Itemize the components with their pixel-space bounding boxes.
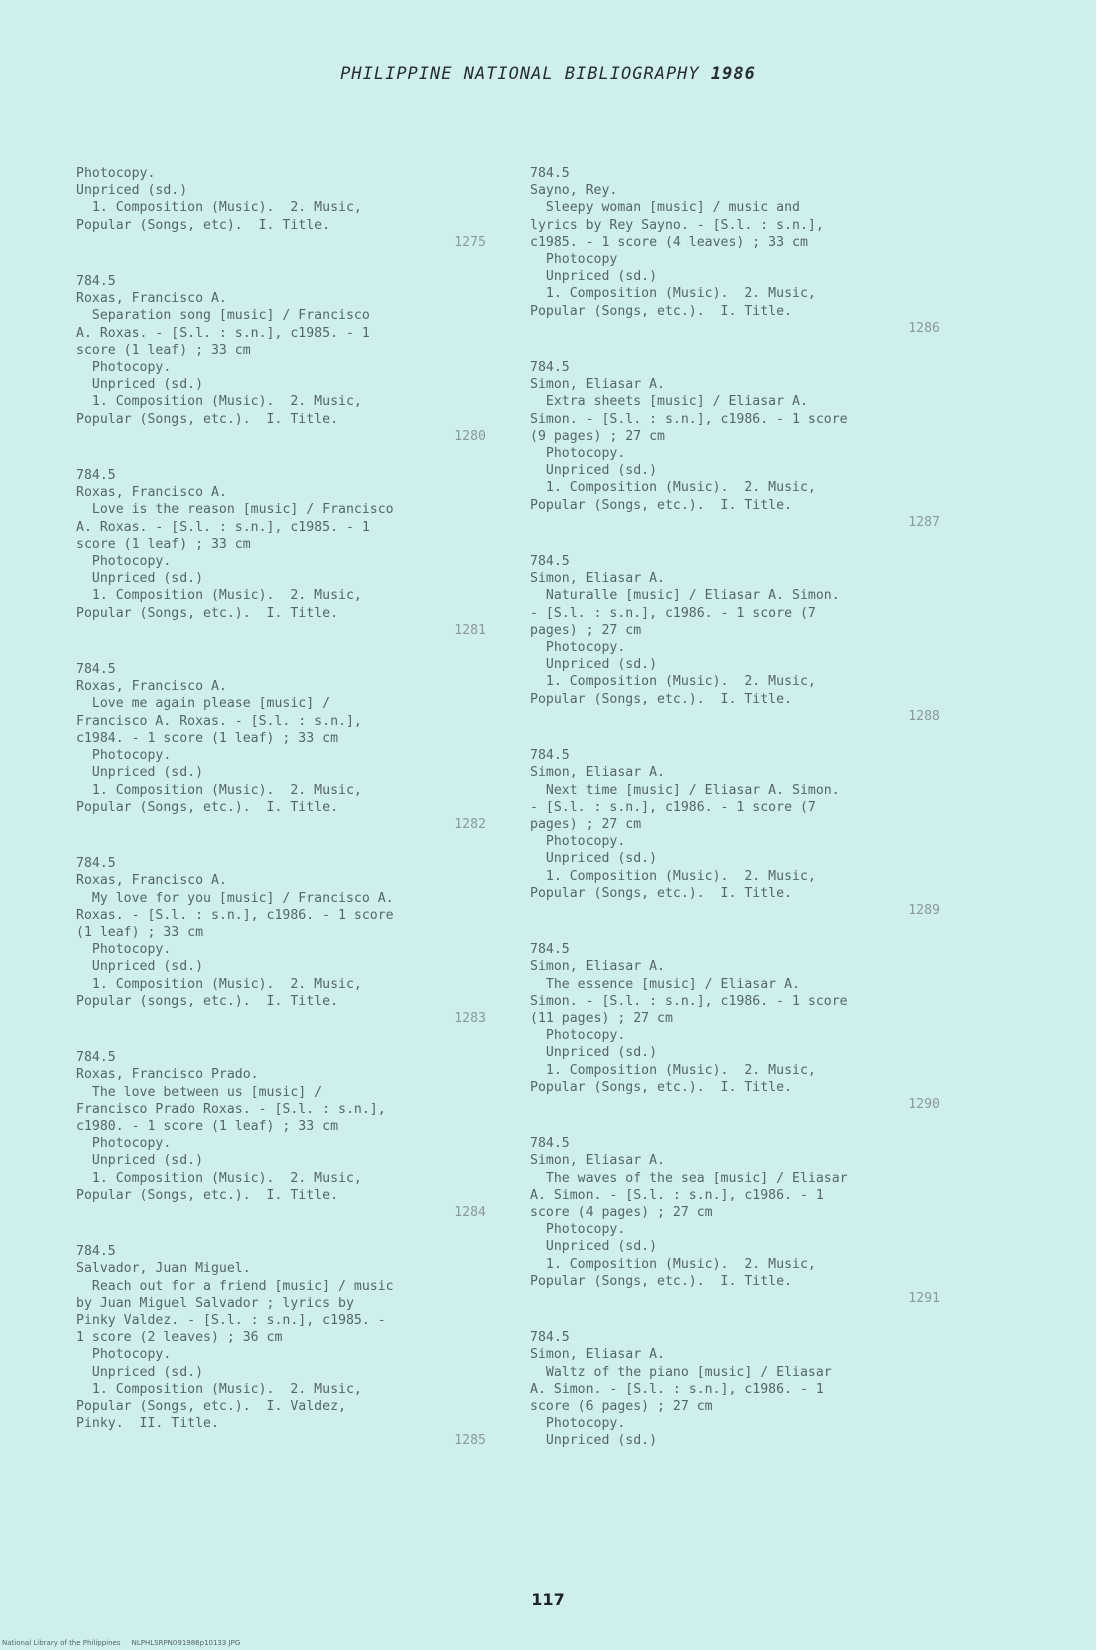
entry-line: The love between us [music] / — [76, 1084, 323, 1100]
bibliography-entry — [530, 747, 950, 919]
entry-line: 784.5 — [530, 1330, 570, 1346]
entry-line: Pinky Valdez. - [S.l. : s.n.], c1985. - — [76, 1312, 386, 1328]
entry-line: (11 pages) ; 27 cm — [530, 1010, 673, 1026]
entry-line: score (4 pages) ; 27 cm — [530, 1204, 713, 1220]
bibliography-entry — [76, 467, 496, 639]
entry-line: Photocopy. — [530, 640, 626, 656]
entry-line: 1 score (2 leaves) ; 36 cm — [76, 1330, 283, 1346]
entry-line: Photocopy. — [76, 942, 172, 958]
entry-line: Unpriced (sd.) — [76, 1364, 204, 1380]
entry-line: Photocopy. — [76, 166, 156, 181]
entry-line: c1984. - 1 score (1 leaf) ; 33 cm — [76, 730, 339, 746]
entry-line: Francisco A. Roxas. - [S.l. : s.n.], — [76, 713, 362, 729]
entry-number: 1281 — [454, 622, 486, 638]
left-column — [76, 165, 496, 1472]
header-title: PHILIPPINE NATIONAL BIBLIOGRAPHY — [340, 64, 700, 84]
entry-line: Popular (Songs, etc). I. Title. — [76, 217, 331, 233]
entry-number: 1280 — [454, 428, 486, 444]
entry-line: Popular (Songs, etc.). I. Title. — [530, 1079, 793, 1095]
entry-line: Popular (Songs, etc.). I. Title. — [76, 1187, 339, 1203]
bibliography-entry — [76, 165, 496, 251]
entry-number: 1288 — [908, 708, 940, 724]
entry-line: - [S.l. : s.n.], c1986. - 1 score (7 — [530, 799, 816, 815]
entry-line: Roxas, Francisco A. — [76, 873, 227, 889]
entry-line: - [S.l. : s.n.], c1986. - 1 score (7 — [530, 605, 816, 621]
entry-line: score (6 pages) ; 27 cm — [530, 1399, 713, 1414]
entry-line: Popular (Songs, etc.). I. Title. — [530, 885, 793, 901]
entry-line: Popular (Songs, etc.). I. Title. — [76, 799, 339, 815]
entry-line: Unpriced (sd.) — [76, 183, 188, 199]
scan-footer: National Library of the Philippines NLPHLSRPN091986p10133 JPG — [2, 1639, 241, 1647]
entry-line: Popular (Songs, etc.). I. Title. — [530, 497, 793, 513]
entry-line: Photocopy. — [530, 834, 626, 850]
entry-line: by Juan Miguel Salvador ; lyrics by — [76, 1295, 354, 1311]
entry-line: Unpriced (sd.) — [76, 1153, 204, 1169]
entry-line: Unpriced (sd.) — [530, 463, 658, 479]
entry-line: Photocopy. — [76, 1136, 172, 1152]
bibliography-entry — [530, 165, 950, 337]
entry-line: 1. Composition (Music). 2. Music, — [530, 1256, 816, 1272]
entry-line: 784.5 — [530, 1136, 570, 1152]
right-column — [530, 165, 950, 1472]
entry-line: Love me again please [music] / — [76, 696, 331, 712]
entry-line: Popular (songs, etc.). I. Title. — [76, 993, 339, 1009]
entry-line: My love for you [music] / Francisco A. — [76, 890, 394, 906]
entry-line: Roxas, Francisco A. — [76, 485, 227, 501]
entry-line: Simon, Eliasar A. — [530, 959, 665, 975]
entry-line: 1. Composition (Music). 2. Music, — [76, 394, 362, 410]
entry-number: 1284 — [454, 1204, 486, 1220]
entry-line: Roxas. - [S.l. : s.n.], c1986. - 1 score — [76, 907, 394, 923]
entry-line: Photocopy. — [76, 360, 172, 376]
entry-line: A. Roxas. - [S.l. : s.n.], c1985. - 1 — [76, 325, 370, 341]
entry-line: A. Roxas. - [S.l. : s.n.], c1985. - 1 — [76, 519, 370, 535]
entry-line: Unpriced (sd.) — [530, 269, 658, 285]
bibliography-entry — [76, 1049, 496, 1221]
entry-line: 784.5 — [530, 360, 570, 376]
entry-line: Unpriced (sd.) — [530, 1433, 658, 1449]
entry-line: Simon, Eliasar A. — [530, 377, 665, 393]
bibliography-entry — [530, 553, 950, 725]
entry-line: The essence [music] / Eliasar A. — [530, 976, 800, 992]
entry-line: 1. Composition (Music). 2. Music, — [530, 480, 816, 496]
entry-line: 784.5 — [76, 468, 116, 484]
bibliography-entry — [76, 1243, 496, 1449]
entry-line: 784.5 — [530, 554, 570, 570]
bibliography-entry — [76, 855, 496, 1027]
entry-line: 1. Composition (Music). 2. Music, — [530, 286, 816, 302]
entry-line: Simon, Eliasar A. — [530, 571, 665, 587]
entry-line: score (1 leaf) ; 33 cm — [76, 342, 251, 358]
entry-line: 1. Composition (Music). 2. Music, — [76, 782, 362, 798]
entry-line: Sayno, Rey. — [530, 183, 618, 199]
entry-line: 784.5 — [530, 748, 570, 764]
entry-line: Popular (Songs, etc.). I. Title. — [530, 303, 793, 319]
entry-number: 1287 — [908, 514, 940, 530]
bibliography-entry — [530, 1135, 950, 1307]
entry-line: 1. Composition (Music). 2. Music, — [530, 674, 816, 690]
entry-line: 784.5 — [76, 856, 116, 872]
running-header — [0, 64, 1096, 84]
entry-line: Photocopy. — [76, 1347, 172, 1363]
entry-line: Unpriced (sd.) — [530, 851, 658, 867]
entry-line: 1. Composition (Music). 2. Music, — [530, 1062, 816, 1078]
entry-line: 1. Composition (Music). 2. Music, — [530, 868, 816, 884]
entry-line: 784.5 — [530, 942, 570, 958]
bibliography-entry — [530, 941, 950, 1113]
entry-line: Photocopy — [530, 252, 618, 268]
bibliography-entry — [76, 661, 496, 833]
entry-line: Photocopy. — [530, 1028, 626, 1044]
entry-line: The waves of the sea [music] / Eliasar — [530, 1170, 848, 1186]
entry-line: Roxas, Francisco A. — [76, 291, 227, 307]
entry-line: Extra sheets [music] / Eliasar A. — [530, 394, 808, 410]
entry-line: 1. Composition (Music). 2. Music, — [76, 1170, 362, 1186]
entry-line: Popular (Songs, etc.). I. Title. — [530, 691, 793, 707]
entry-line: Photocopy. — [530, 1416, 626, 1432]
entry-number: 1289 — [908, 902, 940, 918]
entry-line: pages) ; 27 cm — [530, 816, 642, 832]
entry-line: Simon. - [S.l. : s.n.], c1986. - 1 score — [530, 411, 848, 427]
entry-line: Roxas, Francisco Prado. — [76, 1067, 259, 1083]
entry-number: 1285 — [454, 1433, 486, 1449]
entry-line: A. Simon. - [S.l. : s.n.], c1986. - 1 — [530, 1381, 824, 1397]
entry-line: lyrics by Rey Sayno. - [S.l. : s.n.], — [530, 217, 824, 233]
entry-line: c1985. - 1 score (4 leaves) ; 33 cm — [530, 234, 808, 250]
bibliography-entry — [530, 359, 950, 531]
entry-line: Simon, Eliasar A. — [530, 765, 665, 781]
entry-line: Salvador, Juan Miguel. — [76, 1261, 251, 1277]
entry-line: Next time [music] / Eliasar A. Simon. — [530, 782, 840, 798]
entry-line: Waltz of the piano [music] / Eliasar — [530, 1364, 832, 1380]
entry-line: 1. Composition (Music). 2. Music, — [76, 200, 362, 216]
entry-line: 1. Composition (Music). 2. Music, — [76, 1381, 362, 1397]
entry-line: Separation song [music] / Francisco — [76, 308, 370, 324]
entry-line: Sleepy woman [music] / music and — [530, 200, 800, 216]
entry-line: Unpriced (sd.) — [76, 765, 204, 781]
entry-number: 1286 — [908, 320, 940, 336]
entry-line: Naturalle [music] / Eliasar A. Simon. — [530, 588, 840, 604]
entry-line: Unpriced (sd.) — [530, 1045, 658, 1061]
entry-number: 1275 — [454, 234, 486, 250]
entry-line: Love is the reason [music] / Francisco — [76, 502, 394, 518]
entry-number: 1282 — [454, 816, 486, 832]
entry-line: Popular (Songs, etc.). I. Title. — [76, 411, 339, 427]
entry-line: 1. Composition (Music). 2. Music, — [76, 976, 362, 992]
entry-line: 1. Composition (Music). 2. Music, — [76, 588, 362, 604]
entry-line: c1980. - 1 score (1 leaf) ; 33 cm — [76, 1118, 339, 1134]
entry-line: 784.5 — [76, 1050, 116, 1066]
page-number: 117 — [531, 1590, 565, 1609]
entry-line: Unpriced (sd.) — [76, 377, 204, 393]
entry-line: Photocopy. — [76, 748, 172, 764]
entry-line: Unpriced (sd.) — [530, 1239, 658, 1255]
entry-line: Pinky. II. Title. — [76, 1416, 219, 1432]
entry-number: 1283 — [454, 1010, 486, 1026]
entry-line: Photocopy. — [530, 1222, 626, 1238]
entry-line: Popular (Songs, etc.). I. Title. — [76, 605, 339, 621]
entry-line: (9 pages) ; 27 cm — [530, 428, 665, 444]
entry-line: Simon, Eliasar A. — [530, 1153, 665, 1169]
entry-line: Simon. - [S.l. : s.n.], c1986. - 1 score — [530, 993, 848, 1009]
entry-line: pages) ; 27 cm — [530, 622, 642, 638]
entry-line: (1 leaf) ; 33 cm — [76, 924, 204, 940]
entry-line: Unpriced (sd.) — [530, 657, 658, 673]
entry-number: 1290 — [908, 1096, 940, 1112]
entry-line: 784.5 — [530, 166, 570, 181]
entry-line: score (1 leaf) ; 33 cm — [76, 536, 251, 552]
entry-line: Photocopy. — [530, 446, 626, 462]
bibliography-entry — [76, 273, 496, 445]
entry-line: A. Simon. - [S.l. : s.n.], c1986. - 1 — [530, 1187, 824, 1203]
entry-line: 784.5 — [76, 1244, 116, 1260]
header-year: 1986 — [710, 64, 756, 84]
bibliography-entry — [530, 1329, 950, 1449]
entry-line: Photocopy. — [76, 554, 172, 570]
entry-line: Popular (Songs, etc.). I. Valdez, — [76, 1399, 346, 1414]
entry-line: 784.5 — [76, 274, 116, 290]
entry-line: Unpriced (sd.) — [76, 571, 204, 587]
entry-line: Unpriced (sd.) — [76, 959, 204, 975]
entry-line: Roxas, Francisco A. — [76, 679, 227, 695]
entry-line: Francisco Prado Roxas. - [S.l. : s.n.], — [76, 1101, 386, 1117]
entry-number: 1291 — [908, 1290, 940, 1306]
entry-line: 784.5 — [76, 662, 116, 678]
entry-line: Reach out for a friend [music] / music — [76, 1278, 394, 1294]
entry-line: Popular (Songs, etc.). I. Title. — [530, 1273, 793, 1289]
entry-line: Simon, Eliasar A. — [530, 1347, 665, 1363]
